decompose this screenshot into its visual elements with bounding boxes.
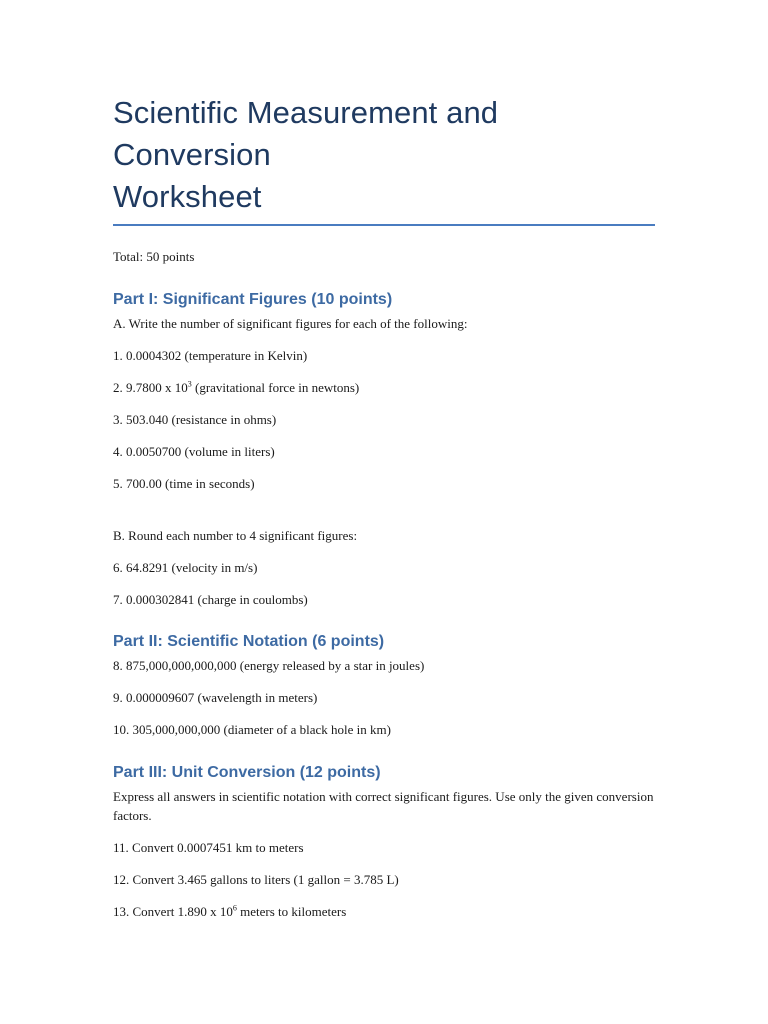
question-2-exponent: 3: [187, 379, 192, 389]
question-13-base: 13. Convert 1.890 x 10: [113, 904, 233, 919]
question-11: 11. Convert 0.0007451 km to meters: [113, 840, 304, 855]
page-title: [113, 92, 655, 226]
question-8: 8. 875,000,000,000,000 (energy released by a star in joules): [113, 658, 425, 673]
question-12: 12. Convert 3.465 gallons to liters (1 gallon = 3.785 L): [113, 872, 399, 887]
question-2-unit: (gravitational force in newtons): [191, 380, 360, 395]
worksheet-page: [113, 92, 655, 921]
title-line-1: Scientific Measurement and Conversion: [113, 95, 499, 172]
question-1: 1. 0.0004302 (temperature in Kelvin): [113, 348, 308, 363]
part1-instruction-b: B. Round each number to 4 significant figures:: [113, 528, 358, 543]
part1-instruction-a: A. Write the number of significant figures for each of the following:: [113, 316, 468, 331]
title-line-2: Worksheet: [113, 179, 262, 214]
part2-heading: Part II: Scientific Notation (6 points): [113, 633, 385, 650]
question-2-base: 2. 9.7800 x 10: [113, 380, 188, 395]
total-points: Total: 50 points: [113, 249, 195, 264]
question-13: [113, 902, 655, 921]
question-13-unit: meters to kilometers: [236, 904, 347, 919]
question-9: 9. 0.000009607 (wavelength in meters): [113, 690, 318, 705]
question-7: 7. 0.000302841 (charge in coulombs): [113, 592, 308, 607]
question-10: 10. 305,000,000,000 (diameter of a black hole in km): [113, 722, 391, 737]
question-6: 6. 64.8291 (velocity in m/s): [113, 560, 258, 575]
question-3: 3. 503.040 (resistance in ohms): [113, 412, 277, 427]
part3-heading: Part III: Unit Conversion (12 points): [113, 764, 381, 781]
question-5: 5. 700.00 (time in seconds): [113, 476, 255, 491]
question-13-exponent: 6: [232, 903, 237, 913]
part3-instruction: Express all answers in scientific notation with correct significant figures. Use only the given conversion factors.: [113, 789, 654, 823]
question-4: 4. 0.0050700 (volume in liters): [113, 444, 275, 459]
part1-heading: Part I: Significant Figures (10 points): [113, 291, 393, 308]
question-2: [113, 378, 655, 397]
